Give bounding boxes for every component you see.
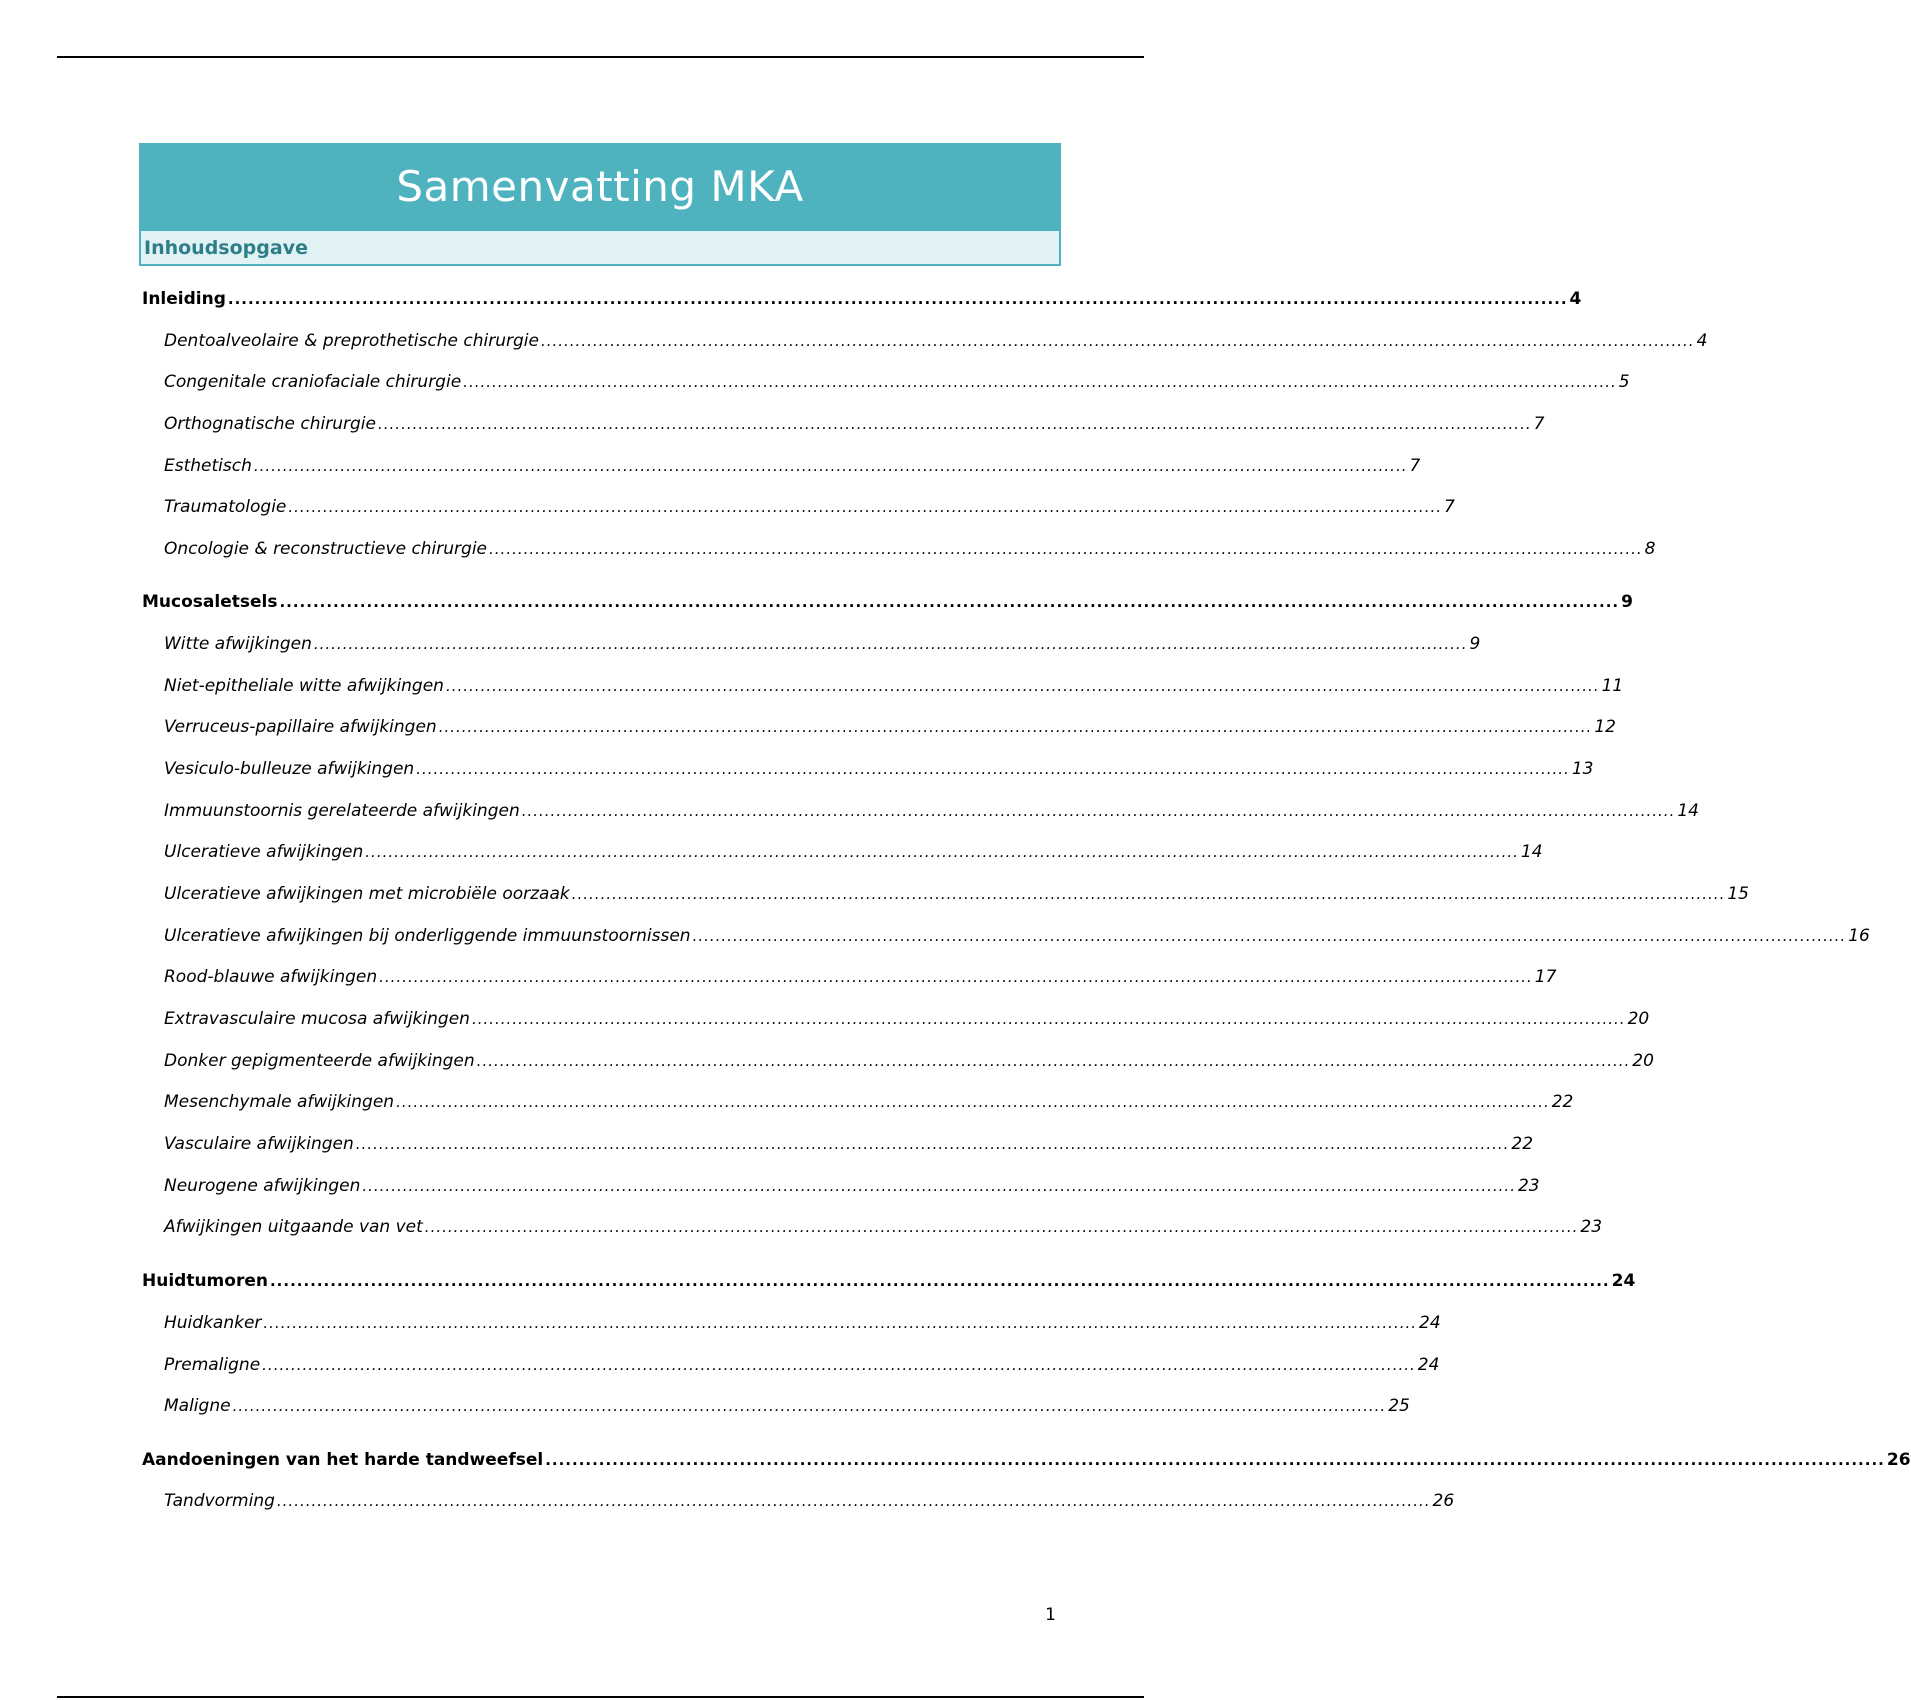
toc-entry[interactable] bbox=[164, 497, 1455, 523]
toc-leader: ........................................................................................................................................................................................................ bbox=[263, 1314, 1418, 1332]
toc-entry-page: 13 bbox=[1571, 759, 1594, 779]
toc-entry-page: 11 bbox=[1601, 676, 1624, 696]
toc-entry[interactable] bbox=[142, 1271, 1636, 1297]
toc-entry-page: 5 bbox=[1618, 372, 1630, 392]
toc-entry-page: 8 bbox=[1644, 539, 1656, 559]
top-rule bbox=[57, 56, 1144, 58]
toc-entry-page: 23 bbox=[1517, 1176, 1540, 1196]
toc-entry-label: Maligne bbox=[164, 1396, 231, 1416]
toc-entry-label: Mesenchymale afwijkingen bbox=[164, 1092, 395, 1112]
toc-entry-label: Donker gepigmenteerde afwijkingen bbox=[164, 1051, 475, 1071]
toc-entry-label: Immuunstoornis gerelateerde afwijkingen bbox=[164, 801, 520, 821]
toc-entry-label: Ulceratieve afwijkingen bbox=[164, 842, 364, 862]
toc-leader: ........................................................................................................................................................................................................ bbox=[288, 498, 1443, 516]
toc-leader: ........................................................................................................................................................................................................ bbox=[276, 1492, 1431, 1510]
toc-entry[interactable] bbox=[164, 1051, 1654, 1077]
toc-entry-page: 4 bbox=[1569, 289, 1582, 309]
toc-entry[interactable] bbox=[164, 842, 1543, 868]
toc-entry-page: 7 bbox=[1444, 497, 1455, 517]
toc-entry-label: Aandoeningen van het harde tandweefsel bbox=[142, 1450, 544, 1470]
document-title: Samenvatting MKA bbox=[396, 161, 804, 211]
toc-leader: ........................................................................................................................................................................................................ bbox=[416, 760, 1570, 778]
toc-entry[interactable] bbox=[164, 676, 1624, 702]
toc-leader: ........................................................................................................................................................................................................ bbox=[471, 1010, 1626, 1028]
toc-entry[interactable] bbox=[164, 414, 1545, 440]
toc-entry[interactable] bbox=[164, 801, 1699, 827]
toc-entry[interactable] bbox=[164, 1176, 1540, 1202]
toc-entry-label: Vasculaire afwijkingen bbox=[164, 1134, 354, 1154]
toc-entry-label: Afwijkingen uitgaande van vet bbox=[164, 1217, 423, 1237]
toc-entry[interactable] bbox=[164, 884, 1749, 910]
toc-leader: ........................................................................................................................................................................................................ bbox=[438, 718, 1593, 736]
toc-entry-label: Huidtumoren bbox=[142, 1271, 268, 1291]
toc-entry-label: Mucosaletsels bbox=[142, 592, 278, 612]
toc-entry-label: Ulceratieve afwijkingen bij onderliggende immuunstoornissen bbox=[164, 926, 691, 946]
toc-entry-page: 17 bbox=[1534, 967, 1557, 987]
toc-entry[interactable] bbox=[164, 1134, 1534, 1160]
toc-entry-label: Neurogene afwijkingen bbox=[164, 1176, 361, 1196]
toc-entry-page: 15 bbox=[1727, 884, 1749, 904]
toc-entry-label: Premaligne bbox=[164, 1355, 261, 1375]
toc-entry-label: Huidkanker bbox=[164, 1313, 262, 1333]
toc-entry[interactable] bbox=[142, 592, 1633, 618]
toc-leader: ........................................................................................................................................................................................................ bbox=[362, 1177, 1516, 1195]
toc-heading-bar bbox=[139, 229, 1061, 266]
toc-leader: ........................................................................................................................................................................................................ bbox=[463, 373, 1617, 391]
toc-entry-label: Ulceratieve afwijkingen met microbiële oorzaak bbox=[164, 884, 570, 904]
toc-entry[interactable] bbox=[164, 634, 1481, 660]
toc-entry-page: 22 bbox=[1551, 1092, 1574, 1112]
toc-leader: ........................................................................................................................................................................................................ bbox=[521, 802, 1676, 820]
toc-entry-label: Verruceus-papillaire afwijkingen bbox=[164, 717, 437, 737]
toc-entry[interactable] bbox=[164, 967, 1557, 993]
page-number: 1 bbox=[1045, 1605, 1056, 1625]
toc-entry[interactable] bbox=[164, 1396, 1410, 1422]
toc-entry[interactable] bbox=[164, 717, 1616, 743]
toc-entry[interactable] bbox=[142, 1450, 1911, 1476]
toc-entry-label: Congenitale craniofaciale chirurgie bbox=[164, 372, 462, 392]
toc-leader: ........................................................................................................................................................................................................ bbox=[489, 540, 1643, 558]
bottom-rule bbox=[57, 1696, 1144, 1698]
toc-entry-label: Vesiculo-bulleuze afwijkingen bbox=[164, 759, 415, 779]
toc-entry[interactable] bbox=[164, 1217, 1603, 1243]
toc-leader: ........................................................................................................................................................................................................ bbox=[262, 1356, 1416, 1374]
toc-heading: Inhoudsopgave bbox=[144, 236, 308, 259]
toc-entry-label: Inleiding bbox=[142, 289, 226, 309]
toc-entry-page: 22 bbox=[1511, 1134, 1534, 1154]
toc-leader: ........................................................................................................................................................................................................ bbox=[253, 457, 1408, 475]
toc-entry-page: 25 bbox=[1388, 1396, 1410, 1416]
toc-leader: ........................................................................................................................................................................................................ bbox=[571, 885, 1726, 903]
toc-entry[interactable] bbox=[164, 372, 1630, 398]
toc-entry-label: Tandvorming bbox=[164, 1491, 275, 1511]
toc-entry[interactable] bbox=[164, 539, 1656, 565]
toc-entry[interactable] bbox=[142, 289, 1582, 315]
toc-entry-page: 7 bbox=[1409, 456, 1421, 476]
toc-leader: ........................................................................................................................................................................................................ bbox=[540, 332, 1695, 350]
toc-leader: ........................................................................................................................................................................................................ bbox=[365, 843, 1519, 861]
toc-entry[interactable] bbox=[164, 1355, 1440, 1381]
toc-entry-label: Rood-blauwe afwijkingen bbox=[164, 967, 378, 987]
toc-leader: ........................................................................................................................................................................................................ bbox=[545, 1451, 1885, 1469]
toc-entry-page: 7 bbox=[1533, 414, 1545, 434]
toc-entry-page: 14 bbox=[1677, 801, 1699, 821]
toc-entry-label: Oncologie & reconstructieve chirurgie bbox=[164, 539, 488, 559]
toc-entry-page: 9 bbox=[1469, 634, 1481, 654]
toc-entry[interactable] bbox=[164, 1092, 1574, 1118]
toc-leader: ........................................................................................................................................................................................................ bbox=[396, 1093, 1550, 1111]
toc-entry-page: 24 bbox=[1611, 1271, 1636, 1291]
toc-leader: ........................................................................................................................................................................................................ bbox=[379, 968, 1533, 986]
toc-leader: ........................................................................................................................................................................................................ bbox=[279, 593, 1620, 611]
toc-entry-label: Orthognatische chirurgie bbox=[164, 414, 376, 434]
toc-leader: ........................................................................................................................................................................................................ bbox=[445, 677, 1600, 695]
toc-leader: ........................................................................................................................................................................................................ bbox=[313, 635, 1468, 653]
toc-entry[interactable] bbox=[164, 1009, 1650, 1035]
toc-leader: ........................................................................................................................................................................................................ bbox=[692, 927, 1847, 945]
title-banner bbox=[139, 143, 1061, 229]
toc-entry-label: Dentoalveolaire & preprothetische chirurgie bbox=[164, 331, 539, 351]
toc-entry-page: 23 bbox=[1580, 1217, 1603, 1237]
toc-entry-page: 26 bbox=[1432, 1491, 1455, 1511]
toc-leader: ........................................................................................................................................................................................................ bbox=[355, 1135, 1510, 1153]
toc-entry-page: 24 bbox=[1419, 1313, 1441, 1333]
toc-entry-label: Witte afwijkingen bbox=[164, 634, 312, 654]
toc-entry[interactable] bbox=[164, 456, 1421, 482]
toc-entry[interactable] bbox=[164, 759, 1594, 785]
toc-entry-page: 20 bbox=[1632, 1051, 1654, 1071]
toc-entry[interactable] bbox=[164, 1491, 1455, 1517]
toc-entry-page: 12 bbox=[1594, 717, 1616, 737]
toc-entry-label: Extravasculaire mucosa afwijkingen bbox=[164, 1009, 470, 1029]
toc-entry-page: 24 bbox=[1417, 1355, 1440, 1375]
toc-leader: ........................................................................................................................................................................................................ bbox=[378, 415, 1532, 433]
toc-entry-page: 26 bbox=[1886, 1450, 1911, 1470]
toc-leader: ........................................................................................................................................................................................................ bbox=[424, 1218, 1579, 1236]
toc-leader: ........................................................................................................................................................................................................ bbox=[232, 1397, 1387, 1415]
toc-entry-page: 20 bbox=[1627, 1009, 1650, 1029]
toc-entry-page: 14 bbox=[1520, 842, 1543, 862]
toc-leader: ........................................................................................................................................................................................................ bbox=[269, 1272, 1610, 1290]
toc-entry-page: 9 bbox=[1621, 592, 1633, 612]
toc-entry-label: Niet-epitheliale witte afwijkingen bbox=[164, 676, 444, 696]
toc-entry-label: Traumatologie bbox=[164, 497, 287, 517]
toc-leader: ........................................................................................................................................................................................................ bbox=[227, 290, 1568, 308]
toc-entry[interactable] bbox=[164, 1313, 1441, 1339]
toc-entry[interactable] bbox=[164, 331, 1708, 357]
toc-entry[interactable] bbox=[164, 926, 1870, 952]
toc-entry-label: Esthetisch bbox=[164, 456, 252, 476]
toc-entry-page: 16 bbox=[1848, 926, 1870, 946]
toc-entry-page: 4 bbox=[1696, 331, 1708, 351]
toc-leader: ........................................................................................................................................................................................................ bbox=[476, 1052, 1631, 1070]
